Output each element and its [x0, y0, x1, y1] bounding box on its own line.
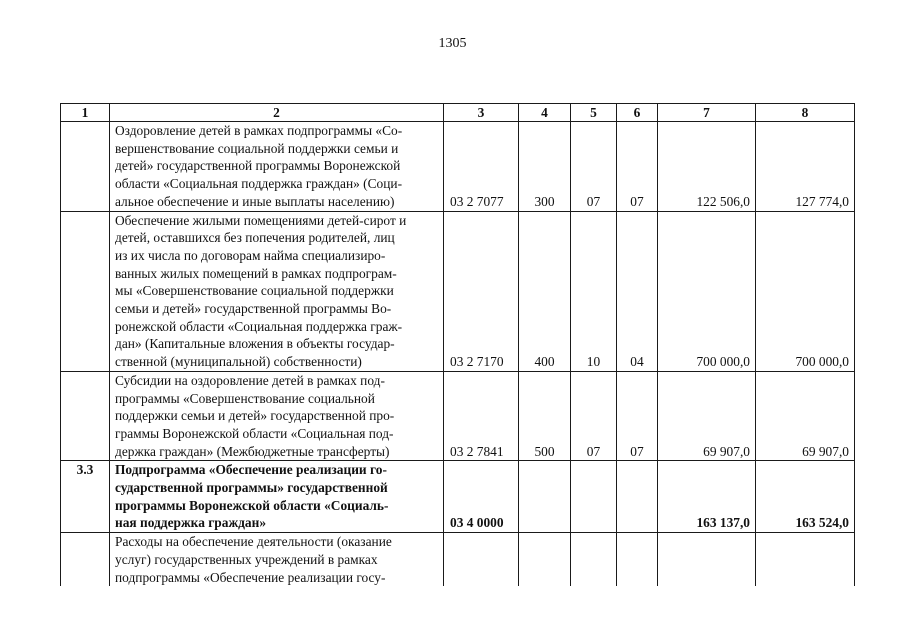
row-description — [110, 371, 444, 461]
description-line: Оздоровление детей в рамках подпрограммы «Со- — [115, 123, 403, 138]
target-code: 03 2 7841 — [444, 371, 519, 461]
description-line: держка граждан» (Межбюджетные трансферты) — [115, 443, 390, 459]
description-line: Субсидии на оздоровление детей в рамках под- — [115, 372, 385, 388]
row-number — [61, 533, 110, 587]
description-line: дан» (Капитальные вложения в объекты государ- — [115, 336, 395, 352]
description-line: семьи и детей» государственной программы Во- — [115, 301, 392, 317]
row-description — [110, 533, 444, 587]
subsection-code — [617, 533, 658, 587]
row-number — [61, 371, 110, 461]
column-header: 2 — [110, 104, 444, 122]
table-row — [61, 211, 855, 371]
description-line: ванных жилых помещений в рамках подпрограм- — [115, 265, 397, 281]
expense-type — [519, 461, 571, 533]
description-line: альное обеспечение и иные выплаты населению) — [115, 193, 395, 209]
table-row-subprogram — [61, 461, 855, 533]
column-header: 6 — [617, 104, 658, 122]
row-description — [110, 122, 444, 212]
amount-col7: 700 000,0 — [658, 211, 756, 371]
description-line: детей» государственной программы Воронежской — [115, 158, 401, 174]
amount-col8: 69 907,0 — [756, 371, 855, 461]
description-line: ная поддержка граждан» — [115, 515, 267, 531]
column-header: 8 — [756, 104, 855, 122]
description-line: мы «Совершенствование социальной поддержки — [115, 283, 394, 299]
subsection-code — [617, 461, 658, 533]
section-code: 10 — [571, 211, 617, 371]
description-line: подпрограммы «Обеспечение реализации госу- — [115, 569, 386, 585]
column-header: 3 — [444, 104, 519, 122]
target-code: 03 2 7170 — [444, 211, 519, 371]
section-code: 07 — [571, 371, 617, 461]
description-line: области «Социальная поддержка граждан» (Соци- — [115, 176, 403, 192]
amount-col8: 127 774,0 — [756, 122, 855, 212]
subsection-code: 07 — [617, 122, 658, 212]
subsection-code: 04 — [617, 211, 658, 371]
description-line: услуг) государственных учреждений в рамках — [115, 551, 378, 567]
budget-table — [60, 103, 855, 586]
amount-col8: 163 524,0 — [756, 461, 855, 533]
row-description — [110, 211, 444, 371]
description-line: Расходы на обеспечение деятельности (оказание — [115, 534, 392, 550]
amount-col8: 700 000,0 — [756, 211, 855, 371]
row-number — [61, 211, 110, 371]
table-row — [61, 533, 855, 587]
description-line: ронежской области «Социальная поддержка граж- — [115, 318, 403, 334]
expense-type: 500 — [519, 371, 571, 461]
description-line: граммы Воронежской области «Социальная под- — [115, 425, 394, 441]
expense-type — [519, 533, 571, 587]
section-code — [571, 461, 617, 533]
description-line: ственной (муниципальной) собственности) — [115, 354, 362, 370]
column-header: 1 — [61, 104, 110, 122]
table-row — [61, 122, 855, 212]
expense-type: 400 — [519, 211, 571, 371]
description-line: детей, оставшихся без попечения родителей, лиц — [115, 230, 395, 246]
row-number — [61, 122, 110, 212]
description-line: программы «Совершенствование социальной — [115, 390, 375, 406]
row-description — [110, 461, 444, 533]
description-line: вершенствование социальной поддержки семьи и — [115, 140, 399, 156]
description-line: Подпрограмма «Обеспечение реализации го- — [115, 462, 387, 478]
description-line: сударственной программы» государственной — [115, 480, 388, 496]
target-code — [444, 533, 519, 587]
target-code: 03 2 7077 — [444, 122, 519, 212]
section-code — [571, 533, 617, 587]
amount-col7: 122 506,0 — [658, 122, 756, 212]
amount-col7 — [658, 533, 756, 587]
description-line: поддержки семьи и детей» государственной про- — [115, 408, 395, 424]
description-line: из их числа по договорам найма специализиро- — [115, 247, 386, 263]
description-line: программы Воронежской области «Социаль- — [115, 497, 389, 513]
target-code: 03 4 0000 — [444, 461, 519, 533]
expense-type: 300 — [519, 122, 571, 212]
description-line: Обеспечение жилыми помещениями детей-сирот и — [115, 212, 407, 228]
column-header: 5 — [571, 104, 617, 122]
subsection-code: 07 — [617, 371, 658, 461]
column-header: 4 — [519, 104, 571, 122]
amount-col7: 163 137,0 — [658, 461, 756, 533]
amount-col8 — [756, 533, 855, 587]
table-header-row — [61, 104, 855, 122]
amount-col7: 69 907,0 — [658, 371, 756, 461]
column-header: 7 — [658, 104, 756, 122]
page-number: 1305 — [438, 36, 467, 51]
section-code: 07 — [571, 122, 617, 212]
table-row — [61, 371, 855, 461]
row-number: 3.3 — [61, 461, 110, 533]
